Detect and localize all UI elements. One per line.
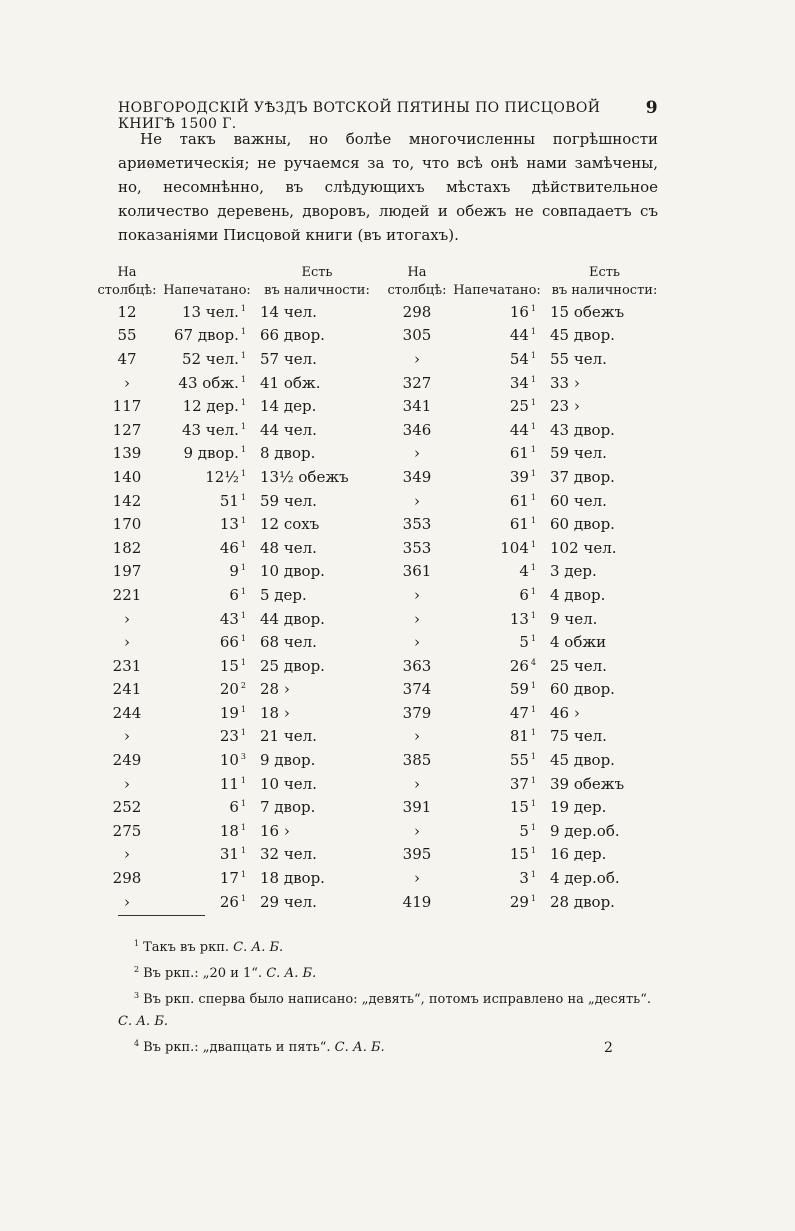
table-row xyxy=(92,866,667,890)
column-cell: 249 xyxy=(112,751,142,770)
actual-cell: 60 чел. xyxy=(550,491,607,510)
column-cell: 142 xyxy=(112,491,142,510)
footnote: $^2$ Въ ркп.: „20 и 1“. С. А. Б. xyxy=(134,965,317,981)
actual-cell: 19 дер. xyxy=(550,798,607,817)
actual-cell: 44 двор. xyxy=(260,609,325,628)
column-cell: 127 xyxy=(112,420,142,439)
column-cell: 385 xyxy=(402,751,432,770)
actual-cell: 41 обж. xyxy=(260,373,321,392)
header-col4-bottom: столбцѣ: xyxy=(387,283,447,298)
header-col6-top: Есть xyxy=(588,265,621,280)
printed-cell: 26 $^1$ xyxy=(219,892,246,911)
actual-cell: 29 чел. xyxy=(260,892,317,911)
printed-cell: 67 двор. $^1$ xyxy=(173,326,246,345)
printed-cell: 13 $^1$ xyxy=(509,609,536,628)
column-cell: › xyxy=(414,821,420,840)
table-row xyxy=(92,489,667,513)
printed-cell: 6 $^1$ xyxy=(229,798,246,817)
actual-cell: 48 чел. xyxy=(260,538,317,557)
printed-cell: 6 $^1$ xyxy=(519,585,536,604)
table-row xyxy=(92,442,667,466)
column-cell: 12 xyxy=(117,302,137,321)
actual-cell: 43 двор. xyxy=(550,420,615,439)
printed-cell: 44 $^1$ xyxy=(509,326,536,345)
table-row xyxy=(92,795,667,819)
actual-cell: 14 чел. xyxy=(260,302,317,321)
printed-cell: 31 $^1$ xyxy=(219,845,246,864)
actual-cell: 12 сохъ xyxy=(260,515,320,534)
actual-cell: 15 обежъ xyxy=(550,302,625,321)
actual-cell: 8 двор. xyxy=(260,444,316,463)
actual-cell: 7 двор. xyxy=(260,798,316,817)
printed-cell: 18 $^1$ xyxy=(219,821,246,840)
footnote-mark: 1 xyxy=(134,939,140,948)
actual-cell: 3 дер. xyxy=(550,562,597,581)
footnote-mark: 3 xyxy=(134,991,140,1000)
table-row xyxy=(92,819,667,843)
actual-cell: 28 двор. xyxy=(550,892,615,911)
column-cell: 327 xyxy=(402,373,432,392)
column-cell: › xyxy=(414,585,420,604)
table-row xyxy=(92,701,667,725)
printed-cell: 61 $^1$ xyxy=(509,444,536,463)
column-cell: 419 xyxy=(402,892,432,911)
actual-cell: 55 чел. xyxy=(550,349,607,368)
footnotes xyxy=(118,933,658,1059)
printed-cell: 51 $^1$ xyxy=(219,491,246,510)
printed-cell: 19 $^1$ xyxy=(219,703,246,722)
actual-cell: 9 дер.об. xyxy=(550,821,620,840)
column-cell: 275 xyxy=(112,821,142,840)
column-cell: › xyxy=(414,491,420,510)
column-cell: › xyxy=(414,444,420,463)
column-cell: › xyxy=(124,373,130,392)
column-cell: 298 xyxy=(402,302,432,321)
actual-cell: 4 двор. xyxy=(550,585,606,604)
actual-cell: 59 чел. xyxy=(550,444,607,463)
column-cell: › xyxy=(414,869,420,888)
table-row xyxy=(92,465,667,489)
actual-cell: 16 дер. xyxy=(550,845,607,864)
column-cell: 305 xyxy=(402,326,432,345)
table-header-row-bottom xyxy=(92,282,667,300)
header-col3-top: Есть xyxy=(301,265,333,280)
column-cell: › xyxy=(124,845,130,864)
column-cell: › xyxy=(124,727,130,746)
actual-cell: 5 дер. xyxy=(260,585,307,604)
errata-table xyxy=(92,264,667,913)
column-cell: › xyxy=(414,633,420,652)
column-cell: › xyxy=(414,609,420,628)
column-cell: 361 xyxy=(402,562,432,581)
printed-cell: 55 $^1$ xyxy=(509,751,536,770)
actual-cell: 10 чел. xyxy=(260,774,317,793)
intro-text: Не такъ важны, но болѣе многочисленны погрѣшности ариѳметическія; не ручаемся за то, что всѣ онѣ нами замѣчены, но, несомнѣнно, въ слѣдующихъ мѣстахъ дѣйствительное количество деревень, дворовъ, людей и обежъ не совпадаетъ съ показаніями Писцовой книги (въ итогахъ). xyxy=(118,130,658,244)
column-cell: 170 xyxy=(112,515,142,534)
printed-cell: 6 $^1$ xyxy=(229,585,246,604)
actual-cell: 66 двор. xyxy=(260,326,325,345)
header-col3-bottom: въ наличности: xyxy=(264,283,370,298)
footnote-rule xyxy=(118,915,205,916)
printed-cell: 61 $^1$ xyxy=(509,491,536,510)
actual-cell: 25 чел. xyxy=(550,656,607,675)
actual-cell: 25 двор. xyxy=(260,656,325,675)
table-row xyxy=(92,607,667,631)
table-row xyxy=(92,654,667,678)
table-row xyxy=(92,371,667,395)
actual-cell: 102 чел. xyxy=(550,538,617,557)
printed-cell: 17 $^1$ xyxy=(219,869,246,888)
column-cell: 244 xyxy=(112,703,142,722)
printed-cell: 12½ $^1$ xyxy=(205,467,246,486)
actual-cell: 10 двор. xyxy=(260,562,325,581)
column-cell: › xyxy=(124,609,130,628)
column-cell: › xyxy=(124,892,130,911)
printed-cell: 43 чел. $^1$ xyxy=(181,420,246,439)
printed-cell: 9 двор. $^1$ xyxy=(183,444,246,463)
column-cell: 231 xyxy=(112,656,142,675)
actual-cell: 59 чел. xyxy=(260,491,317,510)
intro-paragraph xyxy=(118,127,658,247)
printed-cell: 4 $^1$ xyxy=(519,562,536,581)
printed-cell: 25 $^1$ xyxy=(509,397,536,416)
column-cell: 47 xyxy=(117,349,137,368)
printed-cell: 5 $^1$ xyxy=(519,821,536,840)
footnote-mark: 2 xyxy=(134,965,140,974)
actual-cell: 18 двор. xyxy=(260,869,325,888)
header-col5: Напечатано: xyxy=(453,283,541,298)
printed-cell: 37 $^1$ xyxy=(509,774,536,793)
column-cell: 379 xyxy=(402,703,432,722)
actual-cell: 45 двор. xyxy=(550,326,615,345)
printed-cell: 15 $^1$ xyxy=(509,798,536,817)
column-cell: › xyxy=(124,633,130,652)
printed-cell: 15 $^1$ xyxy=(219,656,246,675)
actual-cell: 23 › xyxy=(550,397,580,416)
printed-cell: 15 $^1$ xyxy=(509,845,536,864)
table-row xyxy=(92,890,667,914)
actual-cell: 4 обжи xyxy=(550,633,607,652)
running-title: НОВГОРОДСКІЙ УѢЗДЪ ВОТСКОЙ ПЯТИНЫ ПО ПИСЦОВОЙ КНИГѢ 1500 Г. xyxy=(118,100,601,132)
actual-cell: 13½ обежъ xyxy=(260,467,349,486)
column-cell: 395 xyxy=(402,845,432,864)
table-row xyxy=(92,630,667,654)
printed-cell: 26 $^4$ xyxy=(509,656,536,675)
actual-cell: 60 двор. xyxy=(550,680,615,699)
actual-cell: 75 чел. xyxy=(550,727,607,746)
column-cell: 139 xyxy=(112,444,142,463)
table-row xyxy=(92,512,667,536)
column-cell: 346 xyxy=(402,420,432,439)
printed-cell: 23 $^1$ xyxy=(219,727,246,746)
printed-cell: 44 $^1$ xyxy=(509,420,536,439)
actual-cell: 33 › xyxy=(550,373,580,392)
printed-cell: 66 $^1$ xyxy=(219,633,246,652)
printed-cell: 52 чел. $^1$ xyxy=(181,349,246,368)
actual-cell: 60 двор. xyxy=(550,515,615,534)
printed-cell: 54 $^1$ xyxy=(509,349,536,368)
table-row xyxy=(92,678,667,702)
table-row xyxy=(92,324,667,348)
table-row xyxy=(92,583,667,607)
actual-cell: 4 дер.об. xyxy=(550,869,620,888)
printed-cell: 5 $^1$ xyxy=(519,633,536,652)
column-cell: 374 xyxy=(402,680,432,699)
column-cell: 117 xyxy=(112,397,142,416)
column-cell: 349 xyxy=(402,467,432,486)
column-cell: 252 xyxy=(112,798,142,817)
actual-cell: 28 › xyxy=(260,680,290,699)
column-cell: 182 xyxy=(112,538,142,557)
printed-cell: 13 $^1$ xyxy=(219,515,246,534)
printed-cell: 9 $^1$ xyxy=(229,562,246,581)
actual-cell: 44 чел. xyxy=(260,420,317,439)
printed-cell: 39 $^1$ xyxy=(509,467,536,486)
table-row xyxy=(92,394,667,418)
actual-cell: 37 двор. xyxy=(550,467,615,486)
table-row xyxy=(92,300,667,324)
table-body xyxy=(92,300,667,913)
column-cell: 140 xyxy=(112,467,142,486)
table-row xyxy=(92,347,667,371)
actual-cell: 14 дер. xyxy=(260,397,317,416)
printed-cell: 43 $^1$ xyxy=(219,609,246,628)
actual-cell: 21 чел. xyxy=(260,727,317,746)
column-cell: › xyxy=(414,727,420,746)
footnote-mark: 4 xyxy=(134,1039,140,1048)
column-cell: 363 xyxy=(402,656,432,675)
actual-cell: 68 чел. xyxy=(260,633,317,652)
table-header-row-top xyxy=(92,264,667,282)
column-cell: 353 xyxy=(402,538,432,557)
table-row xyxy=(92,843,667,867)
table-row xyxy=(92,772,667,796)
column-cell: 221 xyxy=(112,585,142,604)
column-cell: 55 xyxy=(117,326,137,345)
printed-cell: 104 $^1$ xyxy=(500,538,536,557)
printed-cell: 34 $^1$ xyxy=(509,373,536,392)
actual-cell: 32 чел. xyxy=(260,845,317,864)
table-row xyxy=(92,418,667,442)
table-row xyxy=(92,748,667,772)
printed-cell: 43 обж. $^1$ xyxy=(178,373,246,392)
printed-cell: 13 чел. $^1$ xyxy=(181,302,246,321)
column-cell: › xyxy=(414,774,420,793)
actual-cell: 9 чел. xyxy=(550,609,598,628)
actual-cell: 16 › xyxy=(260,821,290,840)
printed-cell: 3 $^1$ xyxy=(519,869,536,888)
signature-folio: 2 xyxy=(604,1040,613,1056)
printed-cell: 59 $^1$ xyxy=(509,680,536,699)
printed-cell: 10 $^3$ xyxy=(219,751,246,770)
column-cell: 353 xyxy=(402,515,432,534)
page-number: 9 xyxy=(645,98,658,118)
header-col6-bottom: въ наличности: xyxy=(551,283,658,298)
actual-cell: 45 двор. xyxy=(550,751,615,770)
header-col1-bottom: столбцѣ: xyxy=(97,283,157,298)
table-row xyxy=(92,725,667,749)
printed-cell: 46 $^1$ xyxy=(219,538,246,557)
printed-cell: 81 $^1$ xyxy=(509,727,536,746)
column-cell: 298 xyxy=(112,869,142,888)
header-col1-top: На xyxy=(117,265,137,280)
footnote: $^1$ Такъ въ ркп. С. А. Б. xyxy=(134,939,284,955)
header-col2: Напечатано: xyxy=(163,283,251,298)
printed-cell: 12 дер. $^1$ xyxy=(182,397,246,416)
column-cell: 391 xyxy=(402,798,432,817)
printed-cell: 61 $^1$ xyxy=(509,515,536,534)
footnote: $^3$ Въ ркп. сперва было написано: „девять“, потомъ исправлено на „десять“. С. А. Б. xyxy=(118,991,652,1029)
actual-cell: 57 чел. xyxy=(260,349,317,368)
table-row xyxy=(92,560,667,584)
actual-cell: 46 › xyxy=(550,703,580,722)
column-cell: 197 xyxy=(112,562,142,581)
column-cell: › xyxy=(414,349,420,368)
actual-cell: 18 › xyxy=(260,703,290,722)
column-cell: › xyxy=(124,774,130,793)
printed-cell: 11 $^1$ xyxy=(219,774,246,793)
printed-cell: 16 $^1$ xyxy=(509,302,536,321)
actual-cell: 39 обежъ xyxy=(550,774,625,793)
printed-cell: 47 $^1$ xyxy=(509,703,536,722)
table-row xyxy=(92,536,667,560)
printed-cell: 29 $^1$ xyxy=(509,892,536,911)
column-cell: 241 xyxy=(112,680,142,699)
printed-cell: 20 $^2$ xyxy=(219,680,246,699)
footnote: $^4$ Въ ркп.: „двапцать и пять“. С. А. Б. xyxy=(134,1039,385,1055)
actual-cell: 9 двор. xyxy=(260,751,316,770)
column-cell: 341 xyxy=(402,397,432,416)
header-col4-top: На xyxy=(407,265,427,280)
